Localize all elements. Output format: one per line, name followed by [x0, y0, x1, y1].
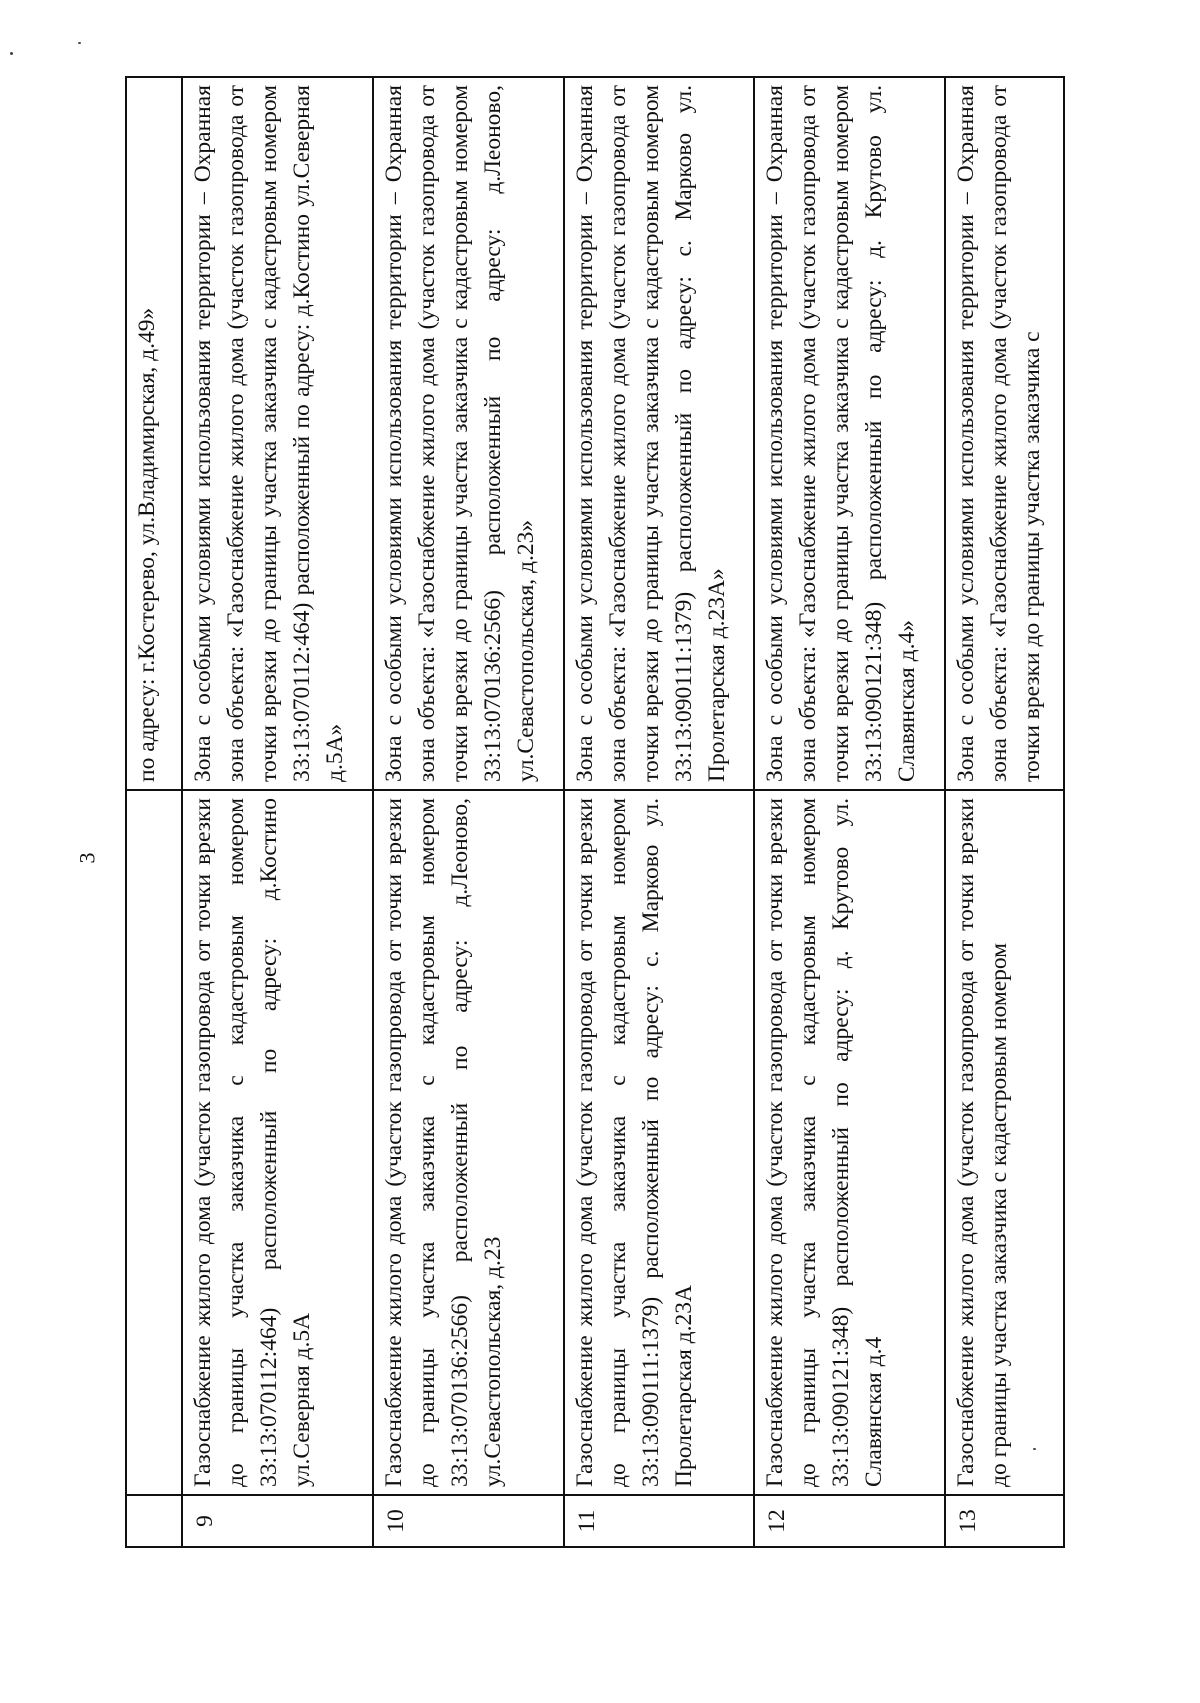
table-row — [182, 77, 373, 1547]
row-number: 11 — [564, 1495, 755, 1547]
page-number: 3 — [74, 852, 100, 864]
row-description: Газоснабжение жилого дома (участок газопровода от точки врезки до границы участка заказчика с кадастровым номером — [945, 790, 1064, 1495]
scan-speck — [10, 52, 13, 55]
row-number: 13 — [945, 1495, 1064, 1547]
row-zone: Зона с особыми условиями использования территории – Охранная зона объекта: «Газоснабжение жилого дома (участок газопровода от точки врезки до границы участка заказчика с кадастровым номером 33:13:070112:464) расположенный по адресу: д.Костино ул.Северная д.5А» — [182, 77, 373, 790]
row-number: 10 — [373, 1495, 564, 1547]
table-row — [564, 77, 755, 1547]
scan-speck — [78, 42, 81, 44]
row-number: 9 — [182, 1495, 373, 1547]
document-table — [125, 76, 1065, 1548]
rotated-table-container — [125, 78, 1065, 1548]
row-description: Газоснабжение жилого дома (участок газопровода от точки врезки до границы участка заказчика с кадастровым номером 33:13:090121:348) расположенный по адресу: д. Крутово ул. Славянская д.4 — [754, 790, 945, 1495]
row-description: Газоснабжение жилого дома (участок газопровода от точки врезки до границы участка заказчика с кадастровым номером 33:13:090111:1379) расположенный по адресу: с. Марково ул. Пролетарская д.23А — [564, 790, 755, 1495]
row-number — [126, 1495, 182, 1547]
row-zone: Зона с особыми условиями использования территории – Охранная зона объекта: «Газоснабжение жилого дома (участок газопровода от точки врезки до границы участка заказчика с — [945, 77, 1064, 790]
table-row — [126, 77, 182, 1547]
table-row — [945, 77, 1064, 1547]
row-description: Газоснабжение жилого дома (участок газопровода от точки врезки до границы участка заказчика с кадастровым номером 33:13:070136:2566) расположенный по адресу: д.Леоново, ул.Севастопольская, д.23 — [373, 790, 564, 1495]
table-row — [373, 77, 564, 1547]
row-zone: Зона с особыми условиями использования территории – Охранная зона объекта: «Газоснабжение жилого дома (участок газопровода от точки врезки до границы участка заказчика с кадастровым номером 33:13:090121:348) расположенный по адресу: д. Крутово ул. Славянская д.4» — [754, 77, 945, 790]
row-zone: Зона с особыми условиями использования территории – Охранная зона объекта: «Газоснабжение жилого дома (участок газопровода от точки врезки до границы участка заказчика с кадастровым номером 33:13:070136:2566) расположенный по адресу: д.Леоново, ул.Севастопольская, д.23» — [373, 77, 564, 790]
table-row — [754, 77, 945, 1547]
row-zone: Зона с особыми условиями использования территории – Охранная зона объекта: «Газоснабжение жилого дома (участок газопровода от точки врезки до границы участка заказчика с кадастровым номером 33:13:090111:1379) расположенный по адресу: с. Марково ул. Пролетарская д.23А» — [564, 77, 755, 790]
row-description: Газоснабжение жилого дома (участок газопровода от точки врезки до границы участка заказчика с кадастровым номером 33:13:070112:464) расположенный по адресу: д.Костино ул.Северная д.5А — [182, 790, 373, 1495]
row-number: 12 — [754, 1495, 945, 1547]
row-description — [126, 790, 182, 1495]
row-zone: по адресу: г.Костерево, ул.Владимирская, д.49» — [126, 77, 182, 790]
